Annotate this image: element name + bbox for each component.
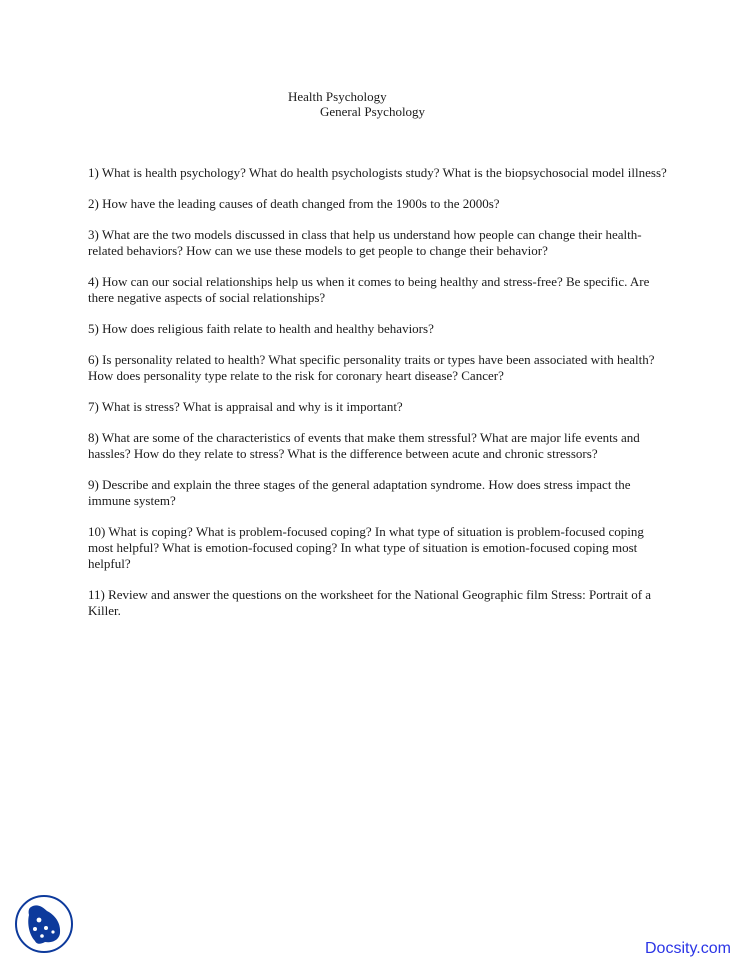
document-subtitle: General Psychology	[320, 104, 426, 119]
question-list	[88, 165, 668, 634]
question-5: 5) How does religious faith relate to health and healthy behaviors?	[88, 321, 434, 336]
question-7: 7) What is stress? What is appraisal and why is it important?	[88, 399, 403, 414]
document-title: Health Psychology	[288, 89, 387, 104]
question-6: 6) Is personality related to health? What specific personality traits or types have been associated with health? How does personality type relate to the risk for coronary heart disease? Cancer?	[88, 352, 655, 383]
question-9: 9) Describe and explain the three stages of the general adaptation syndrome. How does stress impact the immune system?	[88, 477, 631, 508]
docsity-watermark: Docsity.com	[645, 940, 731, 957]
question-8: 8) What are some of the characteristics of events that make them stressful? What are major life events and hassles? How do they relate to stress? What is the difference between acute and chronic stressors?	[88, 430, 640, 461]
question-11: 11) Review and answer the questions on the worksheet for the National Geographic film Stress: Portrait of a Killer.	[88, 587, 652, 618]
question-10: 10) What is coping? What is problem-focused coping? In what type of situation is problem-focused coping most helpful? What is emotion-focused coping? In what type of situation is emotion-focused coping most helpful?	[88, 524, 644, 571]
docsity-logo-icon	[13, 893, 75, 955]
question-3: 3) What are the two models discussed in class that help us understand how people can change their health-related behaviors? How can we use these models to get people to change their behavior?	[88, 227, 642, 258]
question-4: 4) How can our social relationships help us when it comes to being healthy and stress-free? Be specific. Are there negative aspects of social relationships?	[88, 274, 650, 305]
question-2: 2) How have the leading causes of death changed from the 1900s to the 2000s?	[88, 196, 500, 211]
question-1: 1) What is health psychology? What do health psychologists study? What is the biopsychosocial model illness?	[88, 165, 667, 180]
